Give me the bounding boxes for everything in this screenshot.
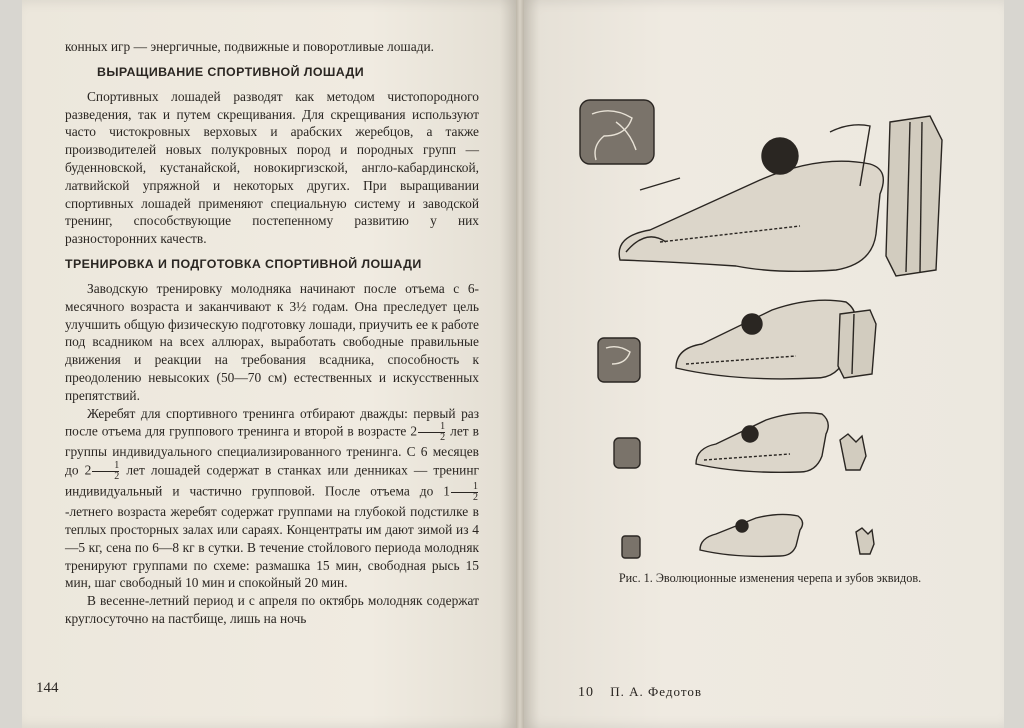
author-name: П. А. Федотов <box>610 684 702 699</box>
heading-training: ТРЕНИРОВКА И ПОДГОТОВКА СПОРТИВНОЙ ЛОШАДИ <box>65 256 422 271</box>
tooth-crown-3 <box>614 438 640 468</box>
page-number-right: 10 <box>578 685 594 700</box>
skull-merychippus <box>676 300 855 379</box>
paragraph-training: Заводскую тренировку молодняка начинают после отъема с 6-месячного возраста и заканчивают к 3½ годам. Она преследует цель улучшить общую физическую подготовку лошади, приучить ее к работе под всадником на всех аллюрах, выработать свободные правильные движения и реакции на требования всадника, способность к преодолению невысоких (50—70 см) естественных и искусственных препятствий. <box>65 280 479 403</box>
tooth-side-4 <box>856 528 874 554</box>
tooth-crown-2 <box>598 338 640 382</box>
running-footer <box>578 684 702 701</box>
page-number-left: 144 <box>36 680 59 696</box>
fraction-half: $\frac{1}{2}$ <box>451 482 478 503</box>
skull-eohippus <box>700 514 803 556</box>
skull-mesohippus <box>696 413 828 472</box>
paragraph-pasture: В весенне-летний период и с апреля по октябрь молодняк содержат круглосуточно на пастбище, лишь на ночь <box>65 593 479 626</box>
paragraph-breeding: Спортивных лошадей разводят как методом чистопородного разведения, так и путем скрещивания. Для скрещивания используют часто чистокровных верховых и арабских жеребцов, а также производителей новых полукровных пород и породных групп — буденновской, кустанайской, новокиргизской, англо-кабардинской, латвийской упряжной и некоторых других. При выращивании спортивных лошадей применяют специальную систему и заводской тренинг, способствующие постепенному развитию у них разносторонних качеств. <box>65 88 479 247</box>
skull-equus <box>619 125 883 271</box>
intro-line: конных игр — энергичные, подвижные и поворотливые лошади. <box>65 39 435 54</box>
paragraph-selection: Жеребят для спортивного тренинга отбирают дважды: первый раз после отъема для группового тренинга и второй в возрасте 2 $\frac{1}{2}$ лет в группы индивидуального специализированного тренинга. С 6 месяцев до 2 $\frac{1}{2}$ лет лошадей содержат в станках или денниках — тренинг индивидуальный и частично групповой. После отъема до 1 $\frac{1}{2}$ -летнего возраста жеребят содержат группами на глубокой подстилке в теплых просторных залах или сараях. Концентраты им дают зимой из 4—5 кг, сена по 6—8 кг в сутки. В течение стойлового периода молодняк тренируют группами по схеме: размашка 15 мин, свободная рысь 15 мин, шаг свободный 10 мин и спокойный 20 мин. <box>65 405 479 591</box>
tooth-side-2 <box>838 310 876 378</box>
tooth-side-1 <box>886 116 942 276</box>
tooth-crown-4 <box>622 536 640 558</box>
heading-raising-sport-horse: ВЫРАЩИВАНИЕ СПОРТИВНОЙ ЛОШАДИ <box>97 64 365 79</box>
book-spine <box>516 0 524 728</box>
fraction-half: $\frac{1}{2}$ <box>92 461 119 482</box>
tooth-crown-1 <box>580 100 654 164</box>
skull-evolution-figure <box>570 92 960 562</box>
fraction-half: $\frac{1}{2}$ <box>418 422 445 443</box>
figure-caption: Рис. 1. Эволюционные изменения черепа и зубов эквидов. <box>618 571 922 585</box>
tooth-side-3 <box>840 434 866 470</box>
left-text-column <box>65 38 479 628</box>
